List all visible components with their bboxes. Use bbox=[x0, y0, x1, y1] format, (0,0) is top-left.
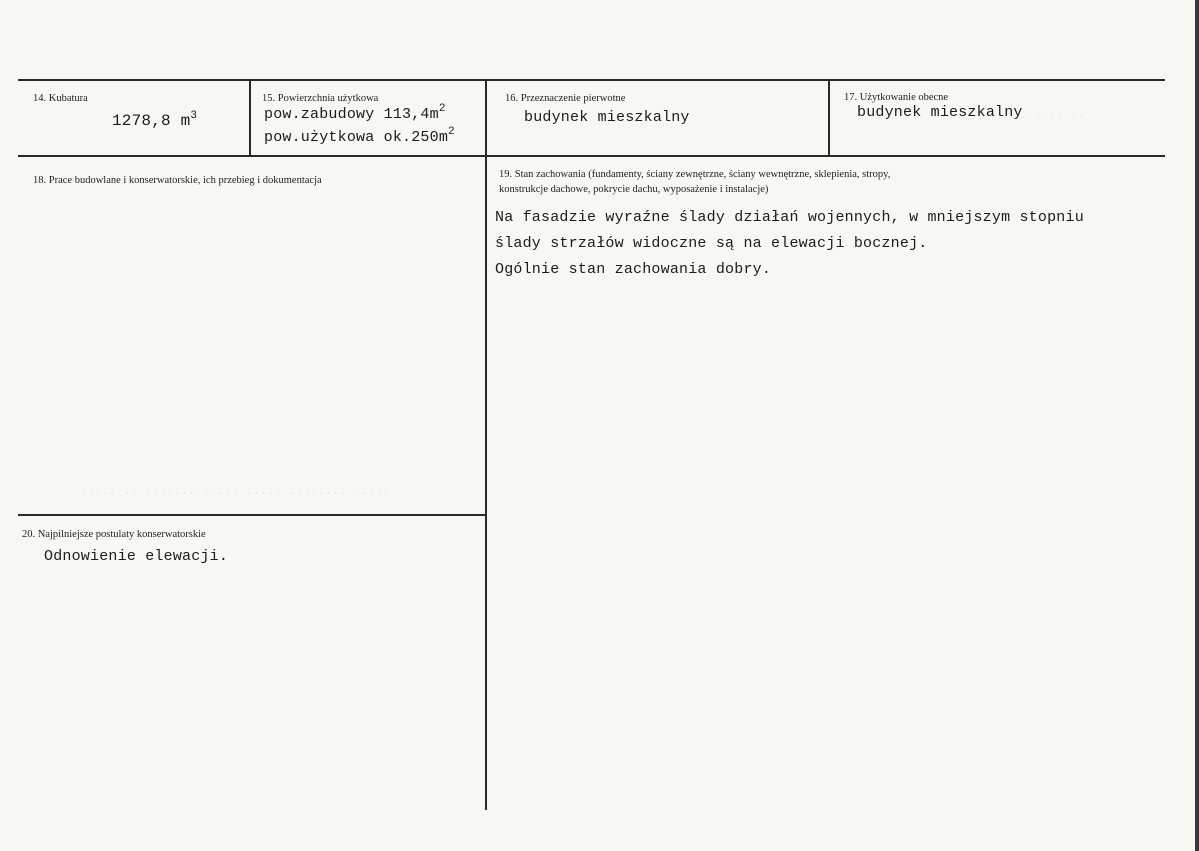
field-15-line1-text: pow.zabudowy 113,4m bbox=[264, 106, 439, 123]
field-18-bottom-rule bbox=[18, 514, 485, 516]
field-14-value bbox=[112, 110, 197, 130]
field-19-text-line: ślady strzałów widoczne są na elewacji bocznej. bbox=[495, 235, 928, 252]
row1-bottom-rule bbox=[18, 155, 1165, 157]
field-19-label-line1: 19. Stan zachowania (fundamenty, ściany zewnętrzne, ściany wewnętrzne, sklepienia, stropy, bbox=[499, 169, 891, 180]
field-17-label: 17. Użytkowanie obecne bbox=[844, 92, 949, 103]
field-15-line2 bbox=[264, 126, 455, 146]
field-19-label-line2: konstrukcje dachowe, pokrycie dachu, wyposażenie i instalacje) bbox=[499, 184, 769, 195]
divider-15-16 bbox=[485, 80, 487, 810]
field-20-value: Odnowienie elewacji. bbox=[44, 548, 229, 565]
bleed-through-mark: ..... .. ....... ..... ..... ........ ..... bbox=[80, 484, 390, 498]
divider-16-17 bbox=[828, 80, 830, 156]
field-15-line2-sup: 2 bbox=[448, 126, 455, 138]
field-19-text-line: Na fasadzie wyraźne ślady działań wojennych, w mniejszym stopniu bbox=[495, 209, 1084, 226]
field-17-value: budynek mieszkalny bbox=[857, 104, 1023, 121]
field-15-label: 15. Powierzchnia użytkowa bbox=[262, 93, 379, 104]
field-16-label: 16. Przeznaczenie pierwotne bbox=[505, 93, 626, 104]
field-18-label: 18. Prace budowlane i konserwatorskie, ich przebieg i dokumentacja bbox=[33, 175, 322, 186]
field-14-label: 14. Kubatura bbox=[33, 93, 88, 104]
field-15-line2-text: pow.użytkowa ok.250m bbox=[264, 129, 449, 146]
divider-14-15 bbox=[249, 80, 251, 156]
field-15-line1 bbox=[264, 103, 446, 123]
field-20-label: 20. Najpilniejsze postulaty konserwatorskie bbox=[22, 529, 206, 540]
field-14-value-sup: 3 bbox=[190, 110, 198, 122]
field-14-value-text: 1278,8 m bbox=[112, 112, 191, 130]
bleed-through-mark: . .... .. bbox=[1020, 108, 1085, 122]
field-15-line1-sup: 2 bbox=[438, 103, 446, 115]
field-19-text-line: Ogólnie stan zachowania dobry. bbox=[495, 261, 772, 278]
field-16-value: budynek mieszkalny bbox=[524, 109, 690, 126]
top-rule bbox=[18, 79, 1165, 81]
